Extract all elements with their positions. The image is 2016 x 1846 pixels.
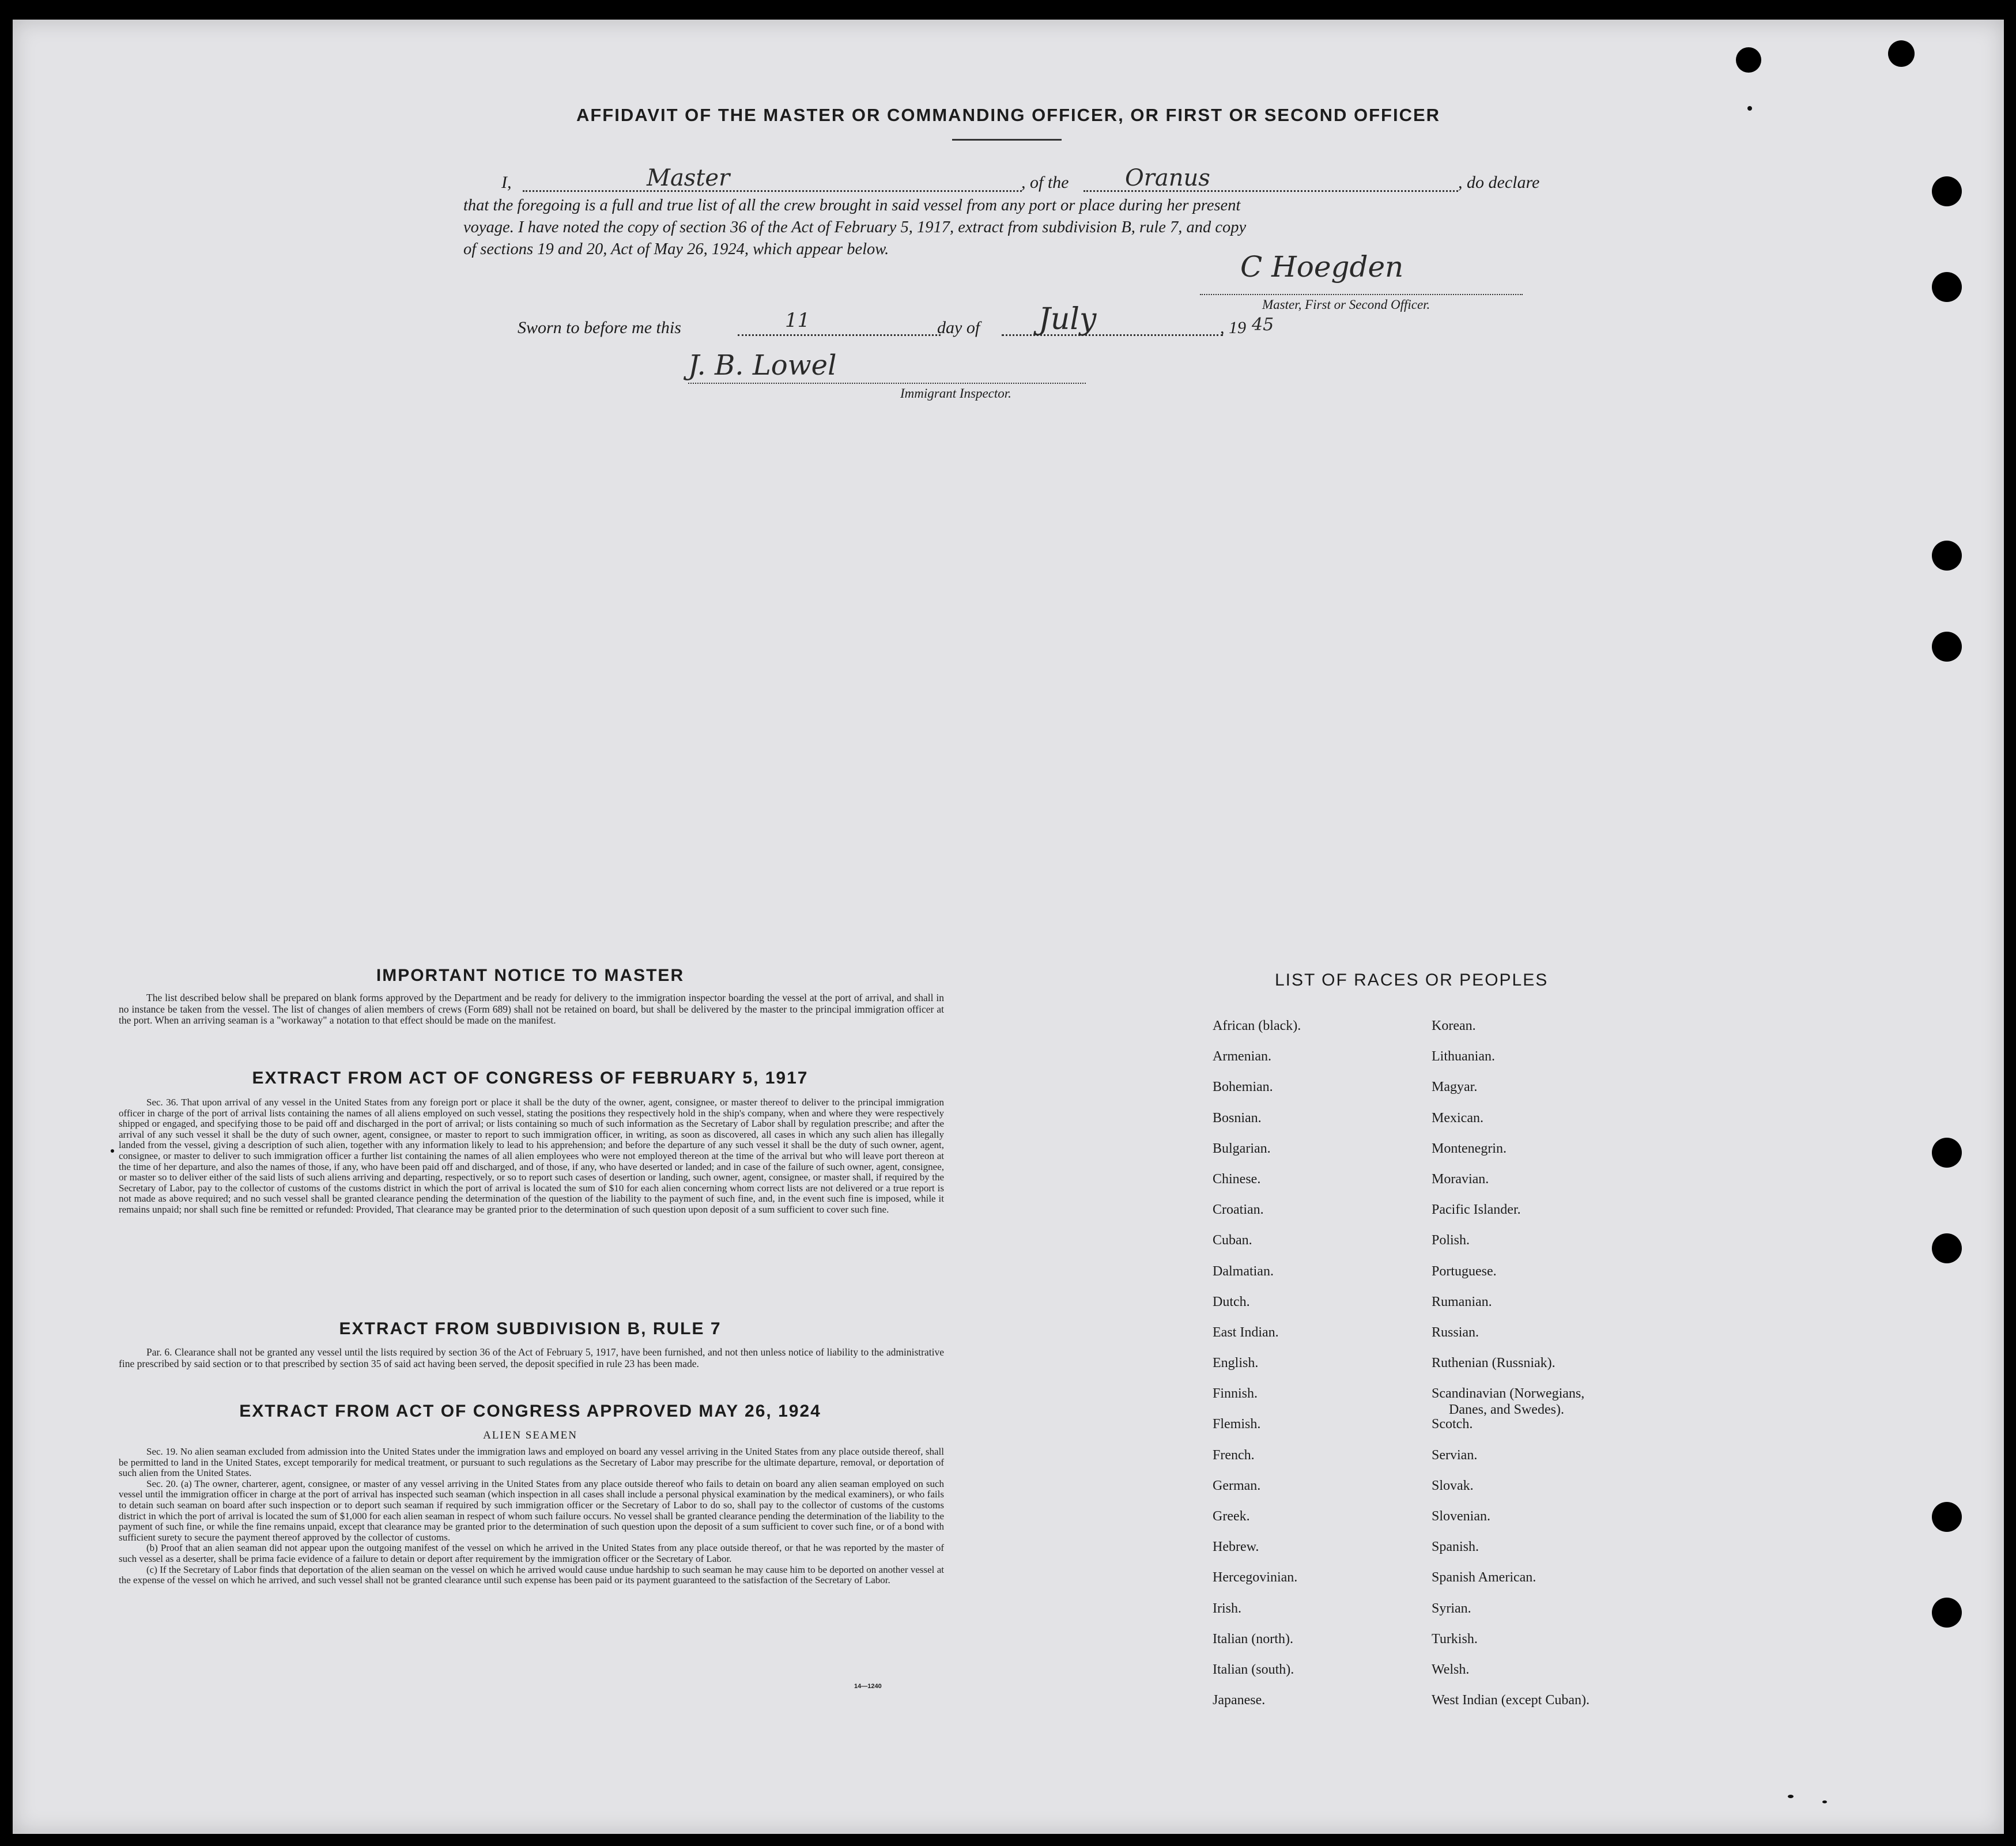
punch-hole <box>1888 40 1915 67</box>
punch-hole <box>1932 632 1962 662</box>
affidavit-line-3: of sections 19 and 20, Act of May 26, 1924, which appear below. <box>463 240 889 258</box>
race-item: Hebrew. <box>1213 1539 1259 1555</box>
race-item: Spanish. <box>1432 1539 1479 1555</box>
year-suffix: 45 <box>1252 315 1274 335</box>
handwritten-vessel: Oranus <box>1125 165 1210 191</box>
sworn-month: July <box>1039 302 1097 337</box>
race-item: Irish. <box>1213 1600 1241 1616</box>
race-item: Mexican. <box>1432 1110 1483 1126</box>
race-item: Welsh. <box>1432 1662 1470 1677</box>
ink-speck <box>111 1149 114 1153</box>
extract-1917-text: Sec. 36. That upon arrival of any vessel in the United States from any foreign port or place it shall be the duty of the owner, agent, consignee, or master thereof to deliver to the principal immigration officer in charge of the port of arrival lists containing the names of all aliens employed on such vessel, stating the positions they respectively hold in the ship's company, when and where they were respectively shipped or engaged, and specifying those to be paid off and discharged in the port of arrival; or lists containing so much of such information as the Secretary of Labor shall by regulation prescribe; and after the arrival of any such vessel it shall be the duty of such owner, agent, consignee, or master to report to such immigration officer, in writing, as soon as discovered, all cases in which any such alien has illegally landed from the vessel, giving a description of such alien, together with any information likely to lead to his apprehension; and before the departure of any such vessel it shall be the duty of such owner, agent, consignee, or master to deliver to such immigration officer a further list containing the names of all alien employees who were not employed thereon at the time of the arrival but who will leave port thereon at the time of her departure, and also the names of those, if any, who have been paid off and discharged, and of those, if any, who have deserted or landed; and in case of the failure of such owner, agent, consignee, or master so to deliver either of the said lists of such aliens arriving and departing, respectively, or so to report such cases of desertion or landing, such owner, agent, consignee, or master shall, if required by the Secretary of Labor, pay to the collector of customs of the customs district in which the port of arrival is located the sum of $10 for each alien concerning whom correct lists are not delivered or a true report is not made as above required; and no such vessel shall be granted clearance pending the determination of the question of the liability to the payment of such fine, and, in the event such fine is imposed, while it remains unpaid; nor shall such fine be remitted or refunded: Provided, That clearance may be granted prior to the determination of such question upon deposit of a sum sufficient to cover such fine. <box>119 1097 944 1215</box>
race-item: Korean. <box>1432 1018 1476 1033</box>
punch-hole <box>1932 272 1962 302</box>
race-item: Bulgarian. <box>1213 1141 1271 1156</box>
notice-title: IMPORTANT NOTICE TO MASTER <box>376 966 685 985</box>
race-item: Montenegrin. <box>1432 1141 1507 1156</box>
extract-1924-body <box>119 1447 944 1586</box>
year-prefix: , 19 <box>1220 318 1246 337</box>
document-page <box>13 20 2004 1834</box>
race-item: Ruthenian (Russniak). <box>1432 1356 1556 1371</box>
race-item: East Indian. <box>1213 1324 1279 1340</box>
race-item: Bohemian. <box>1213 1079 1273 1095</box>
race-item: Moravian. <box>1432 1171 1489 1187</box>
race-item: Finnish. <box>1213 1386 1258 1402</box>
race-item: Cuban. <box>1213 1233 1252 1248</box>
punch-hole <box>1932 541 1962 571</box>
handwritten-name: Master <box>647 165 730 191</box>
race-item: Dalmatian. <box>1213 1263 1274 1279</box>
punch-hole <box>1932 1138 1962 1168</box>
sec-20b: (b) Proof that an alien seaman did not appear upon the outgoing manifest of the vessel on which he arrived in the United States from any place outside thereof, or that he was reported by the master of such vessel as a deserter, shall be prima facie evidence of a failure to detain or deport after requirement by the immigration officer or the Secretary of Labor. <box>119 1542 944 1564</box>
ink-speck <box>1822 1800 1827 1803</box>
race-item: Lithuanian. <box>1432 1049 1495 1064</box>
punch-hole <box>1932 1598 1962 1628</box>
race-item: Slovak. <box>1432 1478 1474 1493</box>
race-item: Greek. <box>1213 1509 1250 1524</box>
name-line <box>523 190 1022 192</box>
title-rule <box>952 139 1062 141</box>
race-item: African (black). <box>1213 1018 1301 1033</box>
race-item: Scotch. <box>1432 1417 1473 1432</box>
signature-line <box>1200 294 1523 295</box>
form-number: 14—1240 <box>854 1683 882 1690</box>
race-item: Servian. <box>1432 1447 1478 1463</box>
race-item: Turkish. <box>1432 1631 1478 1647</box>
day-line <box>738 334 941 336</box>
sec-20a: Sec. 20. (a) The owner, charterer, agent, consignee, or master of any vessel arriving in the United States from any place outside thereof who fails to detain on board any alien seaman employed on such vessel until the immigration officer in charge at the port of arrival has inspected such seaman (which inspection in all cases shall include a personal physical examination by the medical examiners), or who fails to detain such seaman on board after such inspection or to deport such seaman if required by such immigration officer or the Secretary of Labor to do so, shall pay to the collector of customs of the customs district in which the port of arrival is located the sum of $1,000 for each alien seaman in respect of whom such failure occurs. No vessel shall be granted clearance pending the determination of the liability to the payment of such fine, or while the fine remains unpaid, except that clearance may be granted prior to the determination of such question upon the deposit of a sum sufficient to cover such fine, or of a bond with sufficient surety to secure the payment thereof approved by the collector of customs. <box>119 1478 944 1543</box>
race-item: Magyar. <box>1432 1079 1478 1095</box>
punch-hole <box>1736 47 1761 73</box>
extract-1924-subtitle: ALIEN SEAMEN <box>483 1429 577 1441</box>
punch-hole <box>1932 1233 1962 1263</box>
race-item: Bosnian. <box>1213 1110 1262 1126</box>
race-item: Polish. <box>1432 1233 1470 1248</box>
extract-rule7-text: Par. 6. Clearance shall not be granted any vessel until the lists required by section 36 of the Act of February 5, 1917, have been furnished, and not then unless notice of liability to the administrative fine prescribed by said section or to that prescribed by section 35 of said act having been served, the deposit specified in rule 23 has been made. <box>119 1346 944 1369</box>
inspector-caption: Immigrant Inspector. <box>900 386 1011 401</box>
race-item: Syrian. <box>1432 1600 1471 1616</box>
race-item: Armenian. <box>1213 1049 1271 1064</box>
affidavit-pronoun: I, <box>501 173 512 192</box>
sec-19: Sec. 19. No alien seaman excluded from admission into the United States under the immigration laws and employed on board any vessel arriving in the United States from any place outside thereof, shall be permitted to land in the United States, except temporarily for medical treatment, or pursuant to such regulations as the Secretary of Labor may prescribe for the ultimate departure, removal, or deportation of such alien from the United States. <box>119 1446 944 1479</box>
race-item: Russian. <box>1432 1324 1479 1340</box>
affidavit-title: AFFIDAVIT OF THE MASTER OR COMMANDING OFFICER, OR FIRST OR SECOND OFFICER <box>576 105 1441 125</box>
notice-text: The list described below shall be prepared on blank forms approved by the Department and be ready for delivery to the immigration inspector boarding the vessel at the port of arrival, and shall in no instance be taken from the vessel. The list of changes of alien members of crews (Form 689) shall not be retained on board, but shall be delivered by the master to the principal immigration officer at the port. When an arriving seaman is a "workaway" a notation to that effect should be made on the manifest. <box>119 992 944 1026</box>
of-the-label: , of the <box>1021 173 1069 192</box>
race-item: Japanese. <box>1213 1693 1266 1708</box>
sworn-day: 11 <box>785 309 810 332</box>
race-item: Flemish. <box>1213 1417 1261 1432</box>
race-item: Croatian. <box>1213 1202 1264 1218</box>
extract-rule7-title: EXTRACT FROM SUBDIVISION B, RULE 7 <box>339 1319 722 1338</box>
affidavit-line-1: that the foregoing is a full and true list of all the crew brought in said vessel from any port or place during her present <box>463 197 1241 214</box>
race-item: Portuguese. <box>1432 1263 1497 1279</box>
month-line <box>1002 334 1223 336</box>
sec-20c: (c) If the Secretary of Labor finds that deportation of the alien seaman on the vessel on which he arrived would cause undue hardship to such seaman he may cause him to be deported on another vessel at the expense of the vessel on which he arrived, and such vessel shall not be granted clearance until such expense has been paid or its payment guaranteed to the satisfaction of the Secretary of Labor. <box>119 1564 944 1586</box>
punch-hole <box>1932 176 1962 206</box>
signature-caption: Master, First or Second Officer. <box>1262 297 1430 312</box>
race-item: Scandinavian (Norwegians, Danes, and Swedes). <box>1432 1386 1585 1418</box>
race-item: Pacific Islander. <box>1432 1202 1521 1218</box>
race-item: Slovenian. <box>1432 1509 1490 1524</box>
race-item: Spanish American. <box>1432 1570 1536 1585</box>
day-of-label: day of <box>937 318 980 337</box>
race-item: Dutch. <box>1213 1294 1250 1309</box>
extract-1924-title: EXTRACT FROM ACT OF CONGRESS APPROVED MAY 26, 1924 <box>239 1402 821 1421</box>
inspector-signature: J. B. Lowel <box>688 349 837 382</box>
race-item: French. <box>1213 1447 1255 1463</box>
race-item: English. <box>1213 1356 1259 1371</box>
race-item: Italian (north). <box>1213 1631 1293 1647</box>
race-item: Chinese. <box>1213 1171 1261 1187</box>
ink-speck <box>1747 106 1752 111</box>
ink-speck <box>1788 1795 1794 1798</box>
races-column-1 <box>1213 1018 1301 1723</box>
race-item: German. <box>1213 1478 1261 1493</box>
races-column-2 <box>1432 1018 1590 1723</box>
do-declare-label: , do declare <box>1458 173 1540 192</box>
extract-1917-title: EXTRACT FROM ACT OF CONGRESS OF FEBRUARY 5, 1917 <box>252 1069 809 1088</box>
punch-hole <box>1932 1502 1962 1532</box>
inspector-line <box>688 383 1086 384</box>
race-item: Rumanian. <box>1432 1294 1492 1309</box>
race-item: Italian (south). <box>1213 1662 1294 1677</box>
sworn-label: Sworn to before me this <box>518 318 681 337</box>
race-item: Hercegovinian. <box>1213 1570 1298 1585</box>
master-signature: C Hoegden <box>1240 250 1404 284</box>
race-item: West Indian (except Cuban). <box>1432 1693 1590 1708</box>
affidavit-line-2: voyage. I have noted the copy of section 36 of the Act of February 5, 1917, extract from subdivision B, rule 7, and copy <box>463 218 1247 236</box>
races-title: LIST OF RACES OR PEOPLES <box>1275 971 1549 990</box>
